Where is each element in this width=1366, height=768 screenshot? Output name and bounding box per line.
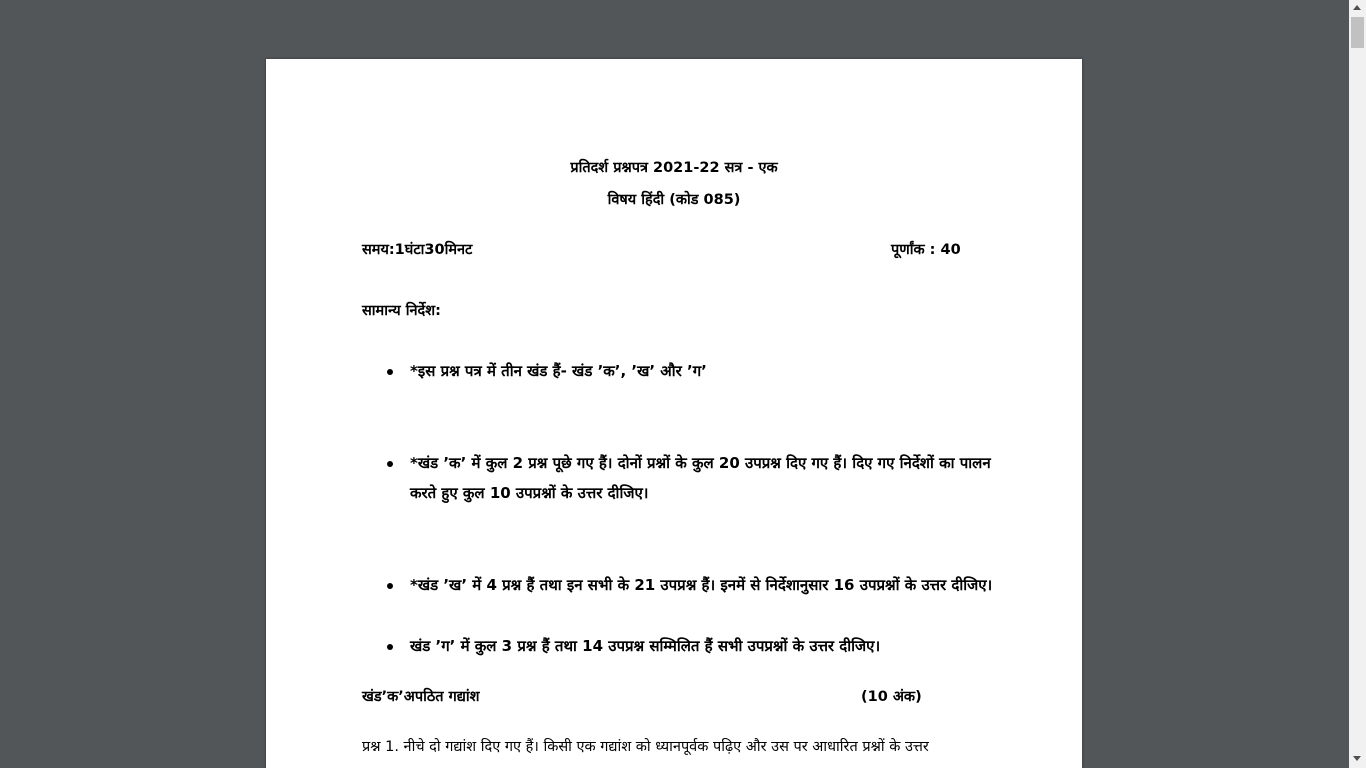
document-subject: विषय हिंदी (कोड 085) xyxy=(607,192,741,208)
bullet-icon xyxy=(387,369,393,375)
document-title: प्रतिदर्श प्रश्नपत्र 2021-22 सत्र - एक xyxy=(570,160,778,176)
instruction-item: *खंड ’ख’ में 4 प्रश्न हैं तथा इन सभी के 21 उपप्रश्न हैं। इनमें से निर्देशानुसार 16 उपप्रश्नों के उत्तर दीजिए। xyxy=(410,576,993,594)
bullet-icon xyxy=(387,583,393,589)
question-1-intro: प्रश्न 1. नीचे दो गद्यांश दिए गए हैं। किसी एक गद्यांश को ध्यानपूर्वक पढ़िए और उस पर आधारित प्रश्नों के उत्तर xyxy=(362,739,929,755)
instruction-item: खंड ’ग’ में कुल 3 प्रश्न हैं तथा 14 उपप्रश्न सम्मिलित हैं सभी उपप्रश्नों के उत्तर दीजिए। xyxy=(410,637,881,655)
instruction-item: *इस प्रश्न पत्र में तीन खंड हैं- खंड ’क’, ’ख’ और ’ग’ xyxy=(410,362,707,380)
scrollbar-thumb[interactable] xyxy=(1351,17,1364,48)
time-allowed: समय:1घंटा30मिनट xyxy=(362,242,473,258)
section-heading: खंड’क’अपठित गद्यांश xyxy=(362,689,480,705)
general-instructions-heading: सामान्य निर्देश: xyxy=(362,303,441,319)
max-marks: पूर्णांक : 40 xyxy=(891,242,961,258)
vertical-scrollbar[interactable] xyxy=(1349,0,1366,768)
scroll-up-arrow-icon[interactable] xyxy=(1353,5,1361,10)
scroll-down-arrow-icon[interactable] xyxy=(1353,756,1361,761)
instruction-item: *खंड ’क’ में कुल 2 प्रश्न पूछे गए हैं। दोनों प्रश्नों के कुल 20 उपप्रश्न दिए गए हैं। दिए गए निर्देशों का पालन करते हुए कुल 10 उपप्रश्नों के उत्तर दीजिए। xyxy=(410,454,991,502)
bullet-icon xyxy=(387,644,393,650)
document-page xyxy=(266,59,1082,768)
bullet-icon xyxy=(387,461,393,467)
section-marks: (10 अंक) xyxy=(861,689,922,705)
